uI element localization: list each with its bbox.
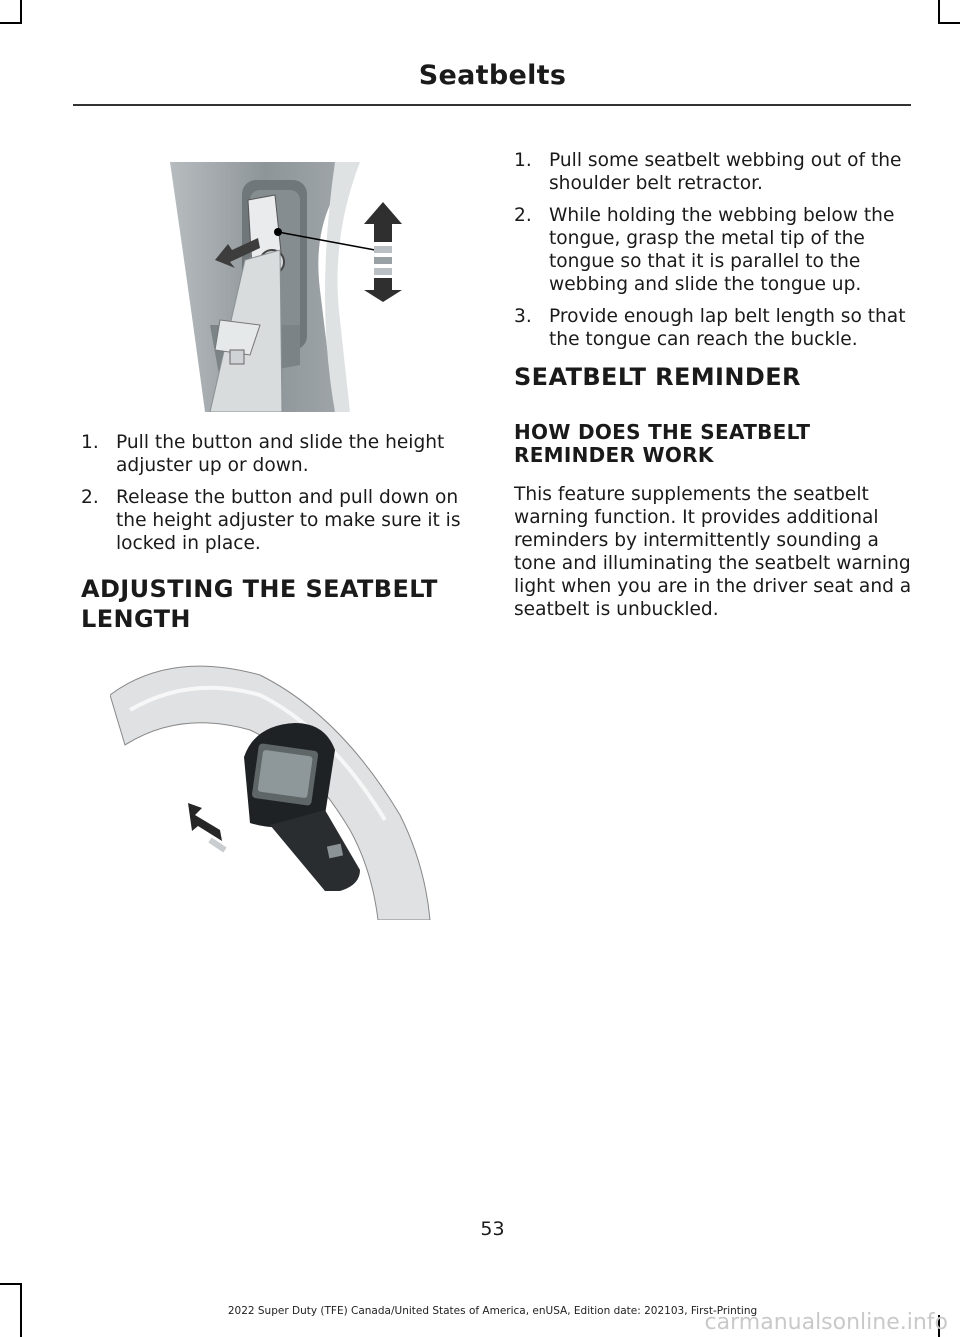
subsection-heading: HOW DOES THE SEATBELT REMINDER WORK xyxy=(514,420,811,467)
crop-mark xyxy=(938,0,940,22)
step-text: Pull some seatbelt webbing out of the shoulder belt retractor. xyxy=(549,150,902,194)
step-number: 1. xyxy=(81,432,99,453)
step-text: Provide enough lap belt length so that the tongue can reach the buckle. xyxy=(549,306,906,350)
step-number: 1. xyxy=(514,150,532,171)
lap-belt-steps xyxy=(514,149,912,351)
list-item xyxy=(81,431,466,477)
crop-mark xyxy=(938,22,960,24)
step-text: Release the button and pull down on the height adjuster to make sure it is locked in place. xyxy=(116,487,461,554)
crop-mark xyxy=(0,1283,22,1285)
list-item xyxy=(514,204,912,296)
step-number: 2. xyxy=(81,487,99,508)
section-heading: SEATBELT REMINDER xyxy=(514,363,801,391)
seatbelt-tongue-illustration xyxy=(110,655,440,920)
step-text: While holding the webbing below the tongue, grasp the metal tip of the tongue so that it is parallel to the webbing and slide the tongue up. xyxy=(549,205,895,295)
step-text: Pull the button and slide the height adjuster up or down. xyxy=(116,432,445,476)
step-number: 3. xyxy=(514,306,532,327)
step-number: 2. xyxy=(514,205,532,226)
watermark: carmanualsonline.info xyxy=(704,1310,948,1335)
section-heading-line-2: LENGTH xyxy=(81,605,191,633)
crop-mark xyxy=(20,0,22,22)
list-item xyxy=(514,305,912,351)
edition-info: 2022 Super Duty (TFE) Canada/United States of America, enUSA, Edition date: 202103, First-Printing xyxy=(227,1305,758,1317)
height-adjuster-illustration xyxy=(150,150,450,412)
height-adjust-steps xyxy=(81,431,466,555)
list-item xyxy=(81,486,466,555)
page-number: 53 xyxy=(480,1218,505,1240)
section-heading-line-1: ADJUSTING THE SEATBELT xyxy=(81,575,438,603)
page-title: Seatbelts xyxy=(418,60,567,91)
body-paragraph: This feature supplements the seatbelt warning function. It provides additional reminders by intermittently sounding a tone and illuminating the seatbelt warning light when you are in the driver seat and a seatbelt is unbuckled. xyxy=(514,484,912,620)
list-item xyxy=(514,149,912,195)
crop-mark xyxy=(0,22,22,24)
header-divider xyxy=(73,104,911,106)
